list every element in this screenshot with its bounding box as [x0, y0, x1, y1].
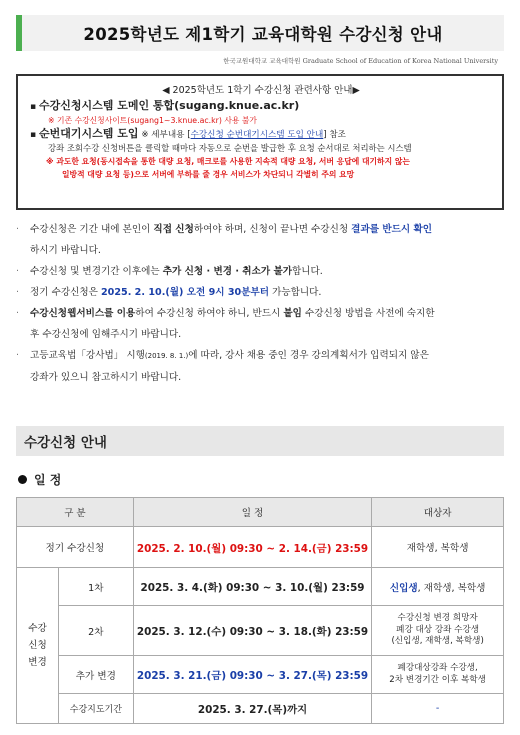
header-category: 구 분 — [17, 498, 134, 527]
list-item: · 고등교육법「강사법」 시행(2019. 8. 1.)에 따라, 강사 채용 중인 경우 강의계획서가 입력되지 않은 강좌가 있으니 참고하시기 바랍니다. — [16, 350, 429, 383]
guidance-period-target: - — [372, 694, 504, 724]
guidance-period-date: 2025. 3. 27.(목)까지 — [133, 694, 372, 724]
table-header-row — [17, 498, 504, 527]
guidance-period-label: 수강지도기간 — [58, 694, 133, 724]
queue-description: 강좌 조회수강 신청버튼을 클릭할 때마다 자동으로 순번을 발급한 후 요청 순서대로 처리하는 시스템 — [48, 143, 412, 153]
note-mark: ※ — [48, 116, 55, 125]
page-title: 2025학년도 제1학기 교육대학원 수강신청 안내 — [83, 25, 443, 44]
list-item: · 수강신청웹서비스를 이용하여 수강신청 하여야 하니, 반드시 붙임 수강신청 방법을 사전에 숙지한 후 수강신청에 임해주시기 바랍니다. — [16, 308, 435, 340]
bullet-dot-icon — [18, 475, 27, 484]
regular-label: 정기 수강신청 — [17, 527, 134, 568]
round3-date: 2025. 3. 21.(금) 09:30 ~ 3. 27.(목) 23:59 — [133, 656, 372, 694]
round1-label: 1차 — [58, 568, 133, 606]
queue-ref-suffix: ] 참조 — [323, 130, 346, 140]
section-heading: 수강신청 안내 — [16, 426, 504, 456]
table-row — [17, 606, 504, 656]
warning-mark: ※ — [46, 157, 54, 166]
queue-system-notice: 순번대기시스템 도입 — [38, 127, 139, 140]
legacy-site-notice: 기존 수강신청사이트(sugang1~3.knue.ac.kr) 사용 불가 — [57, 116, 257, 125]
round3-label: 추가 변경 — [58, 656, 133, 694]
table-row — [17, 694, 504, 724]
round2-date: 2025. 3. 12.(수) 09:30 ~ 3. 18.(화) 23:59 — [133, 606, 372, 656]
schedule-table — [16, 497, 504, 724]
round2-label: 2차 — [58, 606, 133, 656]
domain-notice: 수강신청시스템 도메인 통합(sugang.knue.ac.kr) — [38, 99, 300, 112]
schedule-heading — [18, 471, 61, 488]
page-title-bar — [16, 15, 504, 51]
bullet-icon: ▪ — [30, 130, 37, 140]
header-target: 대상자 — [372, 498, 504, 527]
overload-warning-2: 일방적 대량 요청 등)으로 서버에 부하를 줄 경우 서비스가 차단되니 각별히 주의 요망 — [62, 170, 355, 179]
guidance-list — [16, 219, 504, 388]
list-item: · 수강신청 및 변경기간 이후에는 추가 신청 · 변경 · 취소가 불가합니다. — [16, 266, 323, 277]
round3-target: 폐강대상강좌 수강생, 2차 변경기간 이후 복학생 — [372, 656, 504, 694]
regular-date: 2025. 2. 10.(월) 09:30 ~ 2. 14.(금) 23:59 — [133, 527, 372, 568]
notice-box — [16, 74, 504, 210]
change-group-label: 수강 신청 변경 — [17, 568, 59, 724]
notice-heading: ◀ 2025학년도 1학기 수강신청 관련사항 안내▶ — [162, 85, 360, 96]
table-row — [17, 568, 504, 606]
table-row — [17, 527, 504, 568]
round1-target: 신입생, 재학생, 복학생 — [372, 568, 504, 606]
round1-date: 2025. 3. 4.(화) 09:30 ~ 3. 10.(월) 23:59 — [133, 568, 372, 606]
bullet-icon: ▪ — [30, 102, 37, 112]
school-subtitle: 한국교원대학교 교육대학원 Graduate School of Education of Korea National University — [223, 57, 498, 65]
schedule-title: 일 정 — [34, 473, 62, 487]
overload-warning-1: 과도한 요청(동시접속을 통한 대량 요청, 매크로를 사용한 지속적 대량 요청, 서버 응답에 대기하지 않는 — [56, 157, 410, 166]
table-row — [17, 656, 504, 694]
header-schedule: 일 정 — [133, 498, 372, 527]
queue-guide-link[interactable]: 수강신청 순번대기시스템 도입 안내 — [190, 130, 324, 140]
queue-ref-prefix: ※ 세부내용 [ — [141, 130, 191, 140]
list-item: · 수강신청은 기간 내에 본인이 직접 신청하여야 하며, 신청이 끝나면 수강신청 결과를 반드시 확인 하시기 바랍니다. — [16, 224, 432, 256]
round2-target: 수강신청 변경 희망자 폐강 대상 강좌 수강생 (신입생, 재학생, 복학생) — [372, 606, 504, 656]
list-item: · 정기 수강신청은 2025. 2. 10.(월) 오전 9시 30분부터 가능합니다. — [16, 287, 322, 298]
regular-target: 재학생, 복학생 — [372, 527, 504, 568]
